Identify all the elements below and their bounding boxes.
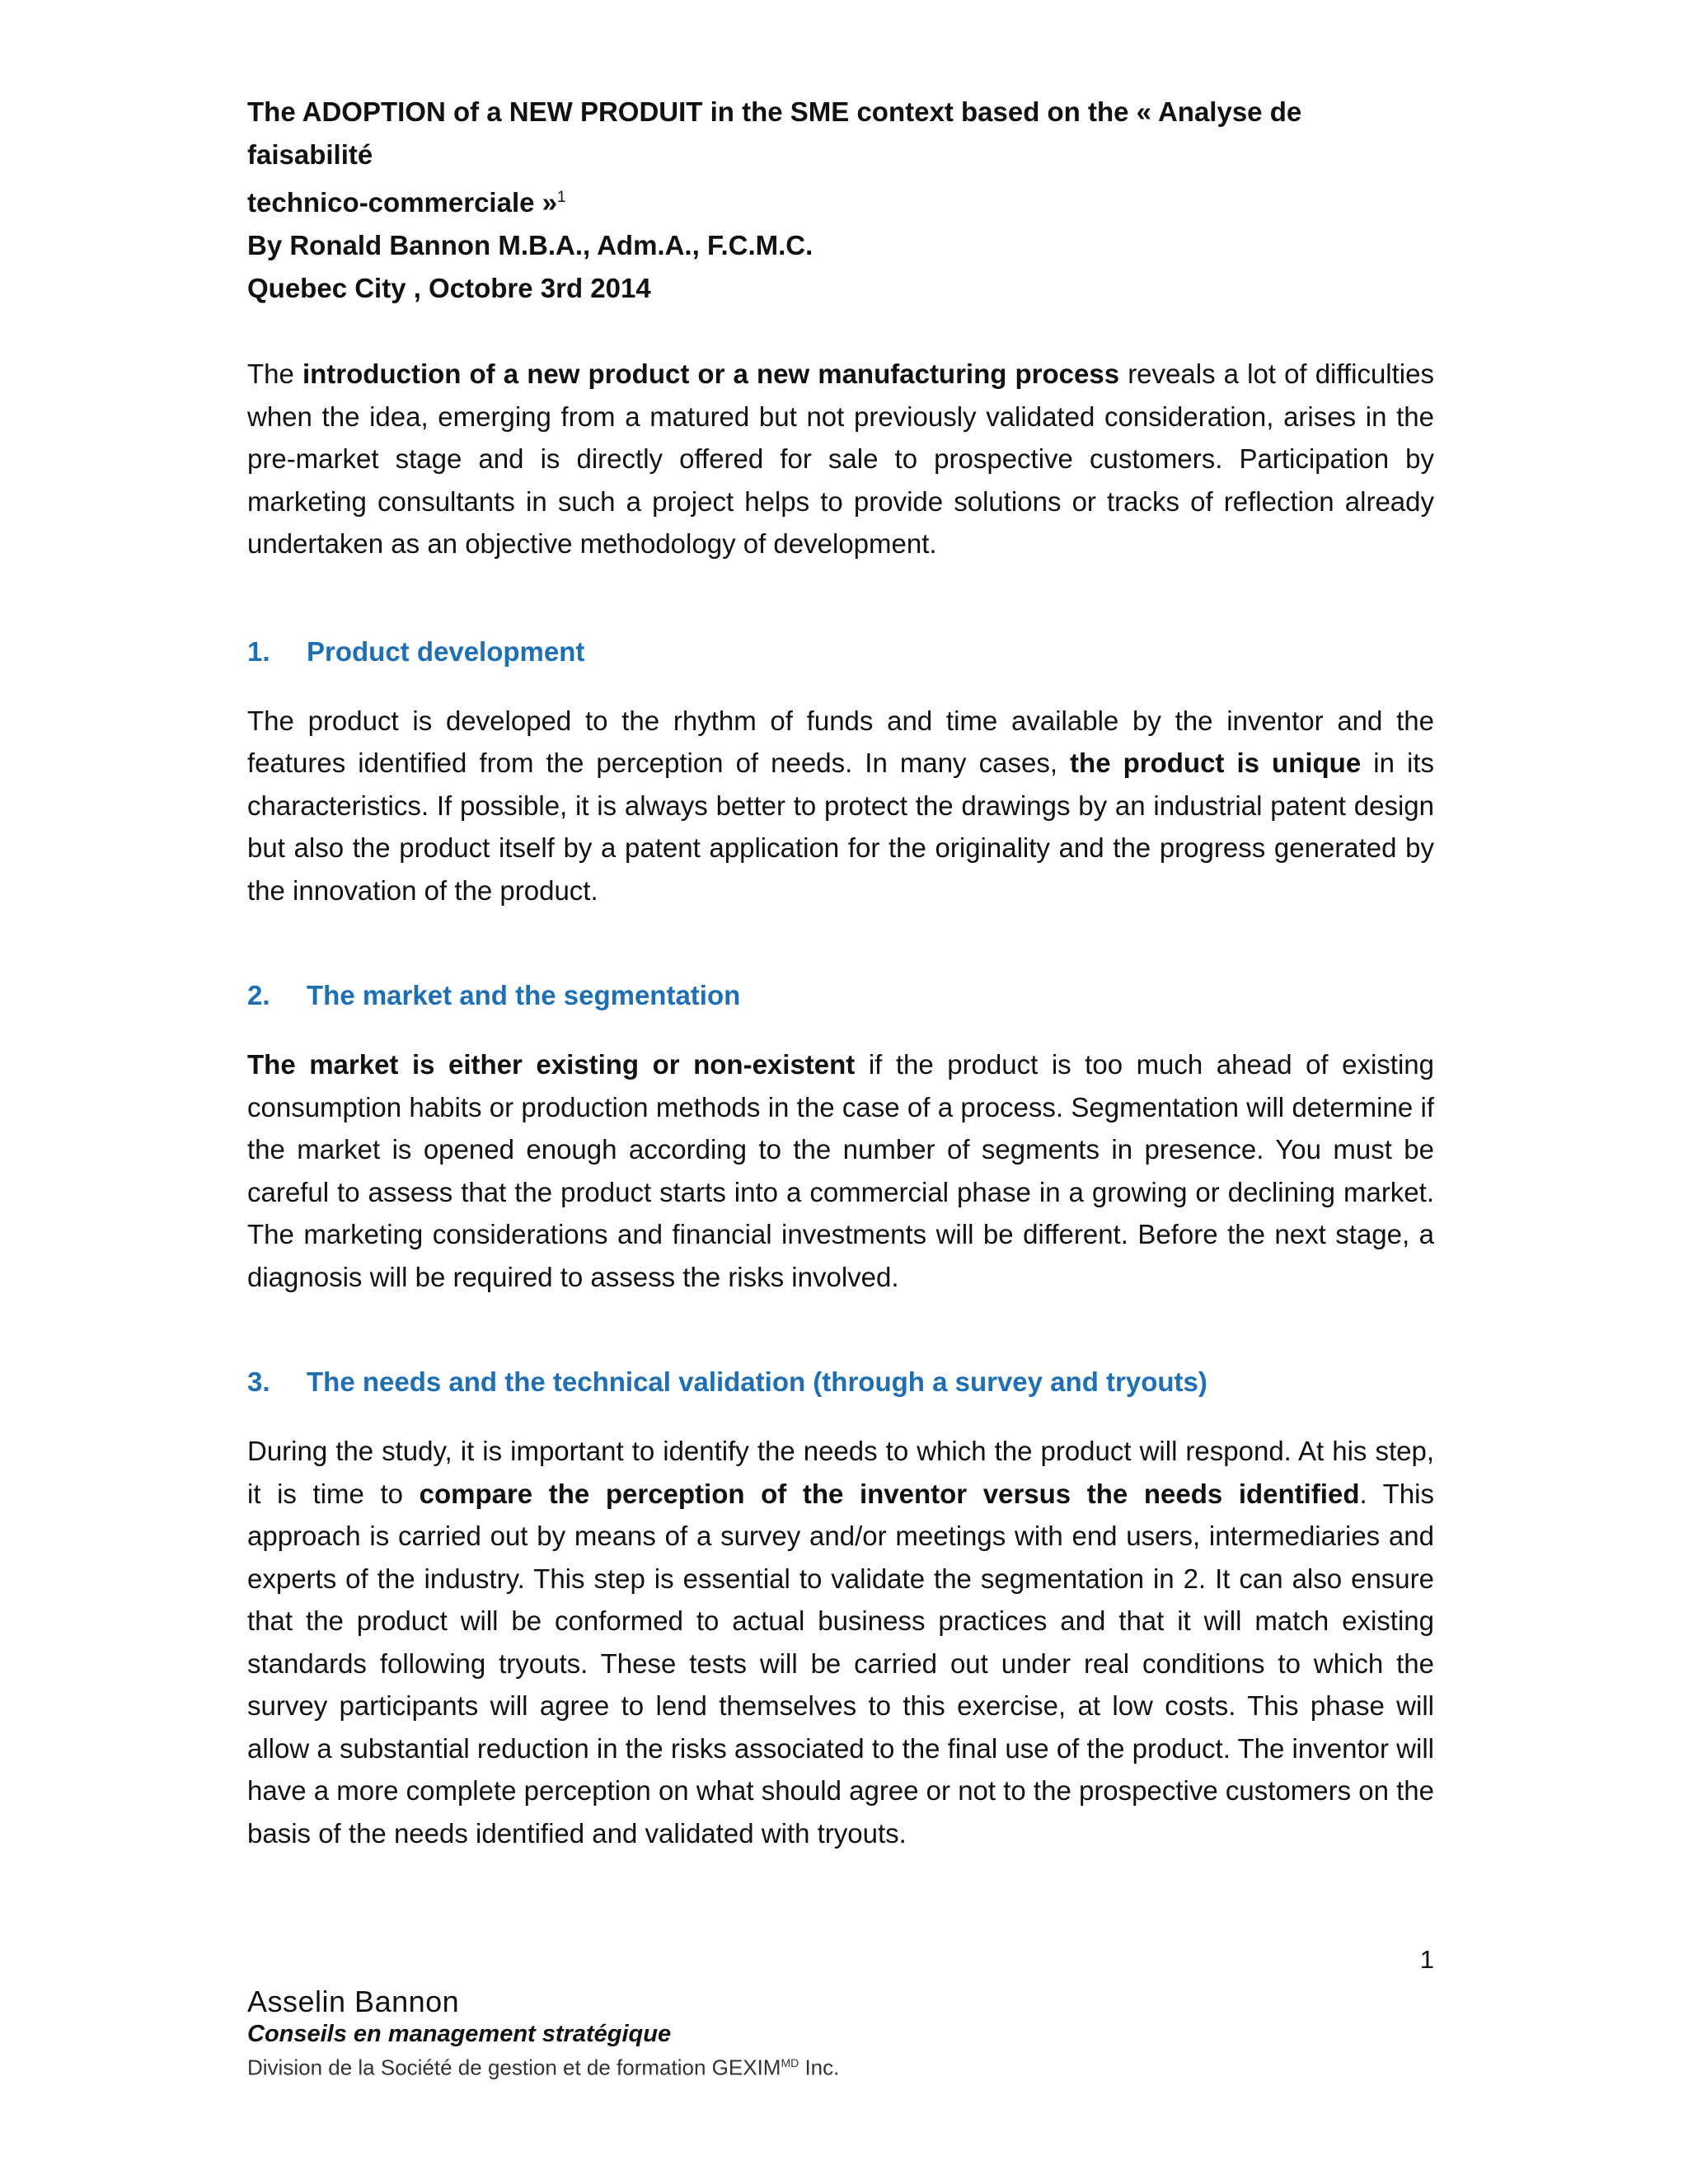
intro-bold: introduction of a new product or a new manufacturing process <box>302 359 1120 389</box>
section-title: The market and the segmentation <box>307 980 741 1010</box>
section-number: 3. <box>247 1366 270 1397</box>
intro-text-2: reveals a lot of difficulties when the idea, emerging from a matured but not previously validated consideration, arises in the pre-market stage and is directly offered for sale to prospective customers. Participation by marketing consultants in such a project helps to provide solutions or tracks of reflection already undertaken as an objective methodology of development. <box>247 359 1434 559</box>
intro-text-1: The <box>247 359 302 389</box>
paragraph-text: if the product is too much ahead of existing consumption habits or production methods in the case of a process. Segmentation will determine if the market is opened enough according to the number of segments in presence. You must be careful to assess that the product starts into a commercial phase in a growing or declining market. The marketing considerations and financial investments will be different. Before the next stage, a diagnosis will be required to assess the risks involved. <box>247 1049 1434 1292</box>
footer-division <box>247 2049 1071 2082</box>
paragraph-bold: The market is either existing or non-existent <box>247 1049 856 1080</box>
footer-tagline: Conseils en management stratégique <box>247 2021 672 2047</box>
paragraph-text: The product is developed to the rhythm of funds and time available by the inventor and the features identified from the perception of needs. In many cases, <box>247 705 1434 778</box>
place-date-line: Quebec City , Octobre 3rd 2014 <box>247 273 651 303</box>
footnote-marker: 1 <box>557 189 566 206</box>
section-paragraph-1 <box>247 700 1434 912</box>
section-paragraph-3 <box>247 1430 1434 1854</box>
footer-brand: Asselin Bannon <box>247 1985 460 2018</box>
section-heading-2 <box>247 974 1434 1017</box>
title-line-1: The ADOPTION of a NEW PRODUIT in the SME context based on the « Analyse de faisabilité <box>247 96 1302 170</box>
section-paragraph-2 <box>247 1043 1434 1298</box>
footer-division-suffix: Inc. <box>799 2055 840 2080</box>
intro-paragraph <box>247 353 1434 565</box>
trademark-mark: MD <box>781 2056 799 2069</box>
section-number: 2. <box>247 980 270 1010</box>
paragraph-bold: the product is unique <box>1070 748 1362 778</box>
paragraph-bold: compare the perception of the inventor versus the needs identified <box>419 1478 1360 1509</box>
section-title: Product development <box>307 635 585 667</box>
page-number: 1 <box>1419 1945 1434 1974</box>
paragraph-text: in its characteristics. If possible, it is always better to protect the drawings by an industrial patent design but also the product itself by a patent application for the originality and the progress generated by the innovation of the product. <box>247 748 1434 906</box>
author-line: By Ronald Bannon M.B.A., Adm.A., F.C.M.C. <box>247 230 814 260</box>
paragraph-text: . This approach is carried out by means of a survey and/or meetings with end users, intermediaries and experts of the industry. This step is essential to validate the segmentation in 2. It can also ensure that the product will be conformed to actual business practices and that it will match existing standards following tryouts. These tests will be carried out under real conditions to which the survey participants will agree to lend themselves to this exercise, at low costs. This phase will allow a substantial reduction in the risks associated to the final use of the product. The inventor will have a more complete perception on what should agree or not to the prospective customers on the basis of the needs identified and validated with tryouts. <box>247 1478 1435 1849</box>
section-number: 1. <box>247 635 270 667</box>
footer-division-text: Division de la Société de gestion et de formation GEXIM <box>247 2055 781 2080</box>
document-title <box>247 91 1434 224</box>
document-header <box>247 91 1434 310</box>
section-heading-3 <box>247 1361 1434 1404</box>
title-line-2: technico-commerciale » <box>247 187 557 218</box>
page-footer <box>247 1985 1071 2082</box>
paragraph-text: During the study, it is important to identify the needs to which the product will respond. At his step, it is time to <box>247 1436 1434 1509</box>
section-heading-1 <box>247 630 1434 673</box>
document-page <box>247 91 1434 1854</box>
section-title: The needs and the technical validation (through a survey and tryouts) <box>307 1366 1207 1397</box>
